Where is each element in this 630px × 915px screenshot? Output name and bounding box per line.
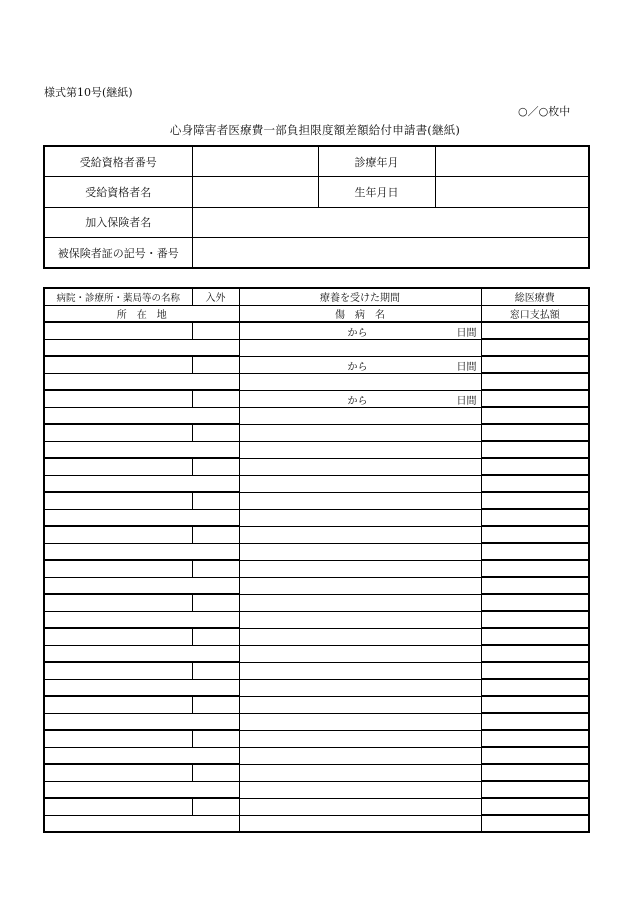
record-row-bottom (44, 373, 589, 390)
inpatient-outpatient-field[interactable] (192, 492, 239, 509)
institution-name-field[interactable] (44, 526, 192, 543)
location-field[interactable] (44, 781, 239, 798)
copayment-field[interactable] (481, 611, 589, 628)
record-row-top (44, 526, 589, 543)
birth-date-field[interactable] (435, 177, 589, 208)
copayment-field[interactable] (481, 509, 589, 526)
record-row-bottom (44, 781, 589, 798)
record-row-top (44, 628, 589, 645)
location-field[interactable] (44, 441, 239, 458)
location-field[interactable] (44, 475, 239, 492)
copayment-field[interactable] (481, 645, 589, 662)
recipient-name-label: 受給資格者名 (44, 177, 192, 208)
copayment-field[interactable] (481, 475, 589, 492)
insurance-card-field[interactable] (192, 238, 589, 269)
treatment-month-field[interactable] (435, 146, 589, 177)
insurer-label: 加入保険者名 (44, 207, 192, 238)
institution-name-field[interactable] (44, 594, 192, 611)
total-medical-cost-field[interactable] (481, 594, 589, 611)
period-from-text: から (347, 395, 368, 407)
recipient-name-field[interactable] (192, 177, 318, 208)
total-medical-cost-field[interactable] (481, 764, 589, 781)
treatment-period-field[interactable] (239, 764, 481, 781)
treatment-period-field[interactable] (239, 730, 481, 747)
record-row-top (44, 322, 589, 339)
disease-name-field[interactable] (239, 543, 481, 560)
institution-name-field[interactable] (44, 560, 192, 577)
insurer-field[interactable] (192, 207, 589, 238)
inpatient-outpatient-field[interactable] (192, 696, 239, 713)
inpatient-outpatient-field[interactable] (192, 628, 239, 645)
copayment-field[interactable] (481, 441, 589, 458)
disease-name-field[interactable] (239, 747, 481, 764)
record-row-bottom (44, 407, 589, 424)
institution-name-field[interactable] (44, 628, 192, 645)
inpatient-outpatient-field[interactable] (192, 390, 239, 407)
record-row-top (44, 424, 589, 441)
total-medical-cost-field[interactable] (481, 662, 589, 679)
total-medical-cost-field[interactable] (481, 390, 589, 407)
institution-name-field[interactable] (44, 424, 192, 441)
location-field[interactable] (44, 679, 239, 696)
disease-name-field[interactable] (239, 441, 481, 458)
disease-name-field[interactable] (239, 713, 481, 730)
treatment-period-field[interactable] (239, 492, 481, 509)
treatment-period-field[interactable] (239, 526, 481, 543)
location-field[interactable] (44, 509, 239, 526)
disease-name-field[interactable] (239, 679, 481, 696)
record-row-bottom (44, 679, 589, 696)
location-field[interactable] (44, 747, 239, 764)
record-row-bottom (44, 543, 589, 560)
location-field[interactable] (44, 543, 239, 560)
page-count: ○／○枚中 (518, 105, 571, 118)
total-medical-cost-field[interactable] (481, 696, 589, 713)
record-row-top (44, 560, 589, 577)
disease-name-field[interactable] (239, 815, 481, 832)
location-field[interactable] (44, 339, 239, 356)
institution-name-field[interactable] (44, 322, 192, 339)
form-number: 様式第10号(継紙) (44, 86, 133, 99)
record-row-top (44, 594, 589, 611)
treatment-period-header: 療養を受けた期間 (239, 288, 481, 305)
disease-name-field[interactable] (239, 407, 481, 424)
disease-name-field[interactable] (239, 611, 481, 628)
location-header: 所 在 地 (44, 305, 239, 322)
total-medical-cost-field[interactable] (481, 492, 589, 509)
treatment-month-label: 診療年月 (318, 146, 435, 177)
total-medical-cost-field[interactable] (481, 356, 589, 373)
total-medical-cost-header: 総医療費 (481, 288, 589, 305)
copayment-field[interactable] (481, 577, 589, 594)
institution-name-field[interactable] (44, 492, 192, 509)
record-row-top (44, 458, 589, 475)
record-row-bottom (44, 611, 589, 628)
disease-name-field[interactable] (239, 577, 481, 594)
institution-name-field[interactable] (44, 390, 192, 407)
location-field[interactable] (44, 611, 239, 628)
record-row-bottom (44, 577, 589, 594)
disease-name-field[interactable] (239, 509, 481, 526)
total-medical-cost-field[interactable] (481, 730, 589, 747)
treatment-period-field[interactable] (239, 560, 481, 577)
treatment-period-field[interactable] (239, 628, 481, 645)
total-medical-cost-field[interactable] (481, 424, 589, 441)
institution-name-field[interactable] (44, 696, 192, 713)
record-row-bottom (44, 713, 589, 730)
recipient-number-field[interactable] (192, 146, 318, 177)
recipient-number-label: 受給資格者番号 (44, 146, 192, 177)
record-row-bottom (44, 645, 589, 662)
period-from-text: から (347, 328, 368, 339)
total-medical-cost-field[interactable] (481, 458, 589, 475)
total-medical-cost-field[interactable] (481, 628, 589, 645)
record-row-bottom (44, 509, 589, 526)
document-title: 心身障害者医療費一部負担限度額差額給付申請書(継紙) (169, 123, 461, 137)
period-days-text: 日間 (456, 395, 477, 407)
record-row-top (44, 696, 589, 713)
institution-name-field[interactable] (44, 764, 192, 781)
total-medical-cost-field[interactable] (481, 322, 589, 339)
disease-name-field[interactable] (239, 373, 481, 390)
period-days-text: 日間 (456, 361, 477, 373)
inpatient-outpatient-field[interactable] (192, 526, 239, 543)
record-row-top (44, 764, 589, 781)
total-medical-cost-field[interactable] (481, 526, 589, 543)
institution-name-field[interactable] (44, 458, 192, 475)
period-days-text: 日間 (456, 328, 477, 339)
record-row-top (44, 798, 589, 815)
inpatient-outpatient-field[interactable] (192, 356, 239, 373)
copayment-field[interactable] (481, 679, 589, 696)
inpatient-outpatient-field[interactable] (192, 730, 239, 747)
copayment-header: 窓口支払額 (481, 305, 589, 322)
treatment-period-field[interactable] (239, 696, 481, 713)
record-row-top (44, 390, 589, 407)
treatment-period-field[interactable] (239, 458, 481, 475)
location-field[interactable] (44, 577, 239, 594)
treatment-period-field[interactable] (239, 390, 481, 407)
inpatient-outpatient-field[interactable] (192, 458, 239, 475)
institution-name-field[interactable] (44, 356, 192, 373)
inpatient-outpatient-field[interactable] (192, 798, 239, 815)
copayment-field[interactable] (481, 781, 589, 798)
disease-name-field[interactable] (239, 339, 481, 356)
inpatient-outpatient-field[interactable] (192, 322, 239, 339)
disease-name-field[interactable] (239, 645, 481, 662)
copayment-field[interactable] (481, 713, 589, 730)
disease-name-header: 傷 病 名 (239, 305, 481, 322)
record-row-bottom (44, 441, 589, 458)
treatment-period-field[interactable] (239, 798, 481, 815)
record-row-top (44, 662, 589, 679)
copayment-field[interactable] (481, 339, 589, 356)
treatment-records-table (43, 287, 590, 833)
total-medical-cost-field[interactable] (481, 560, 589, 577)
applicant-info-table (43, 145, 590, 269)
location-field[interactable] (44, 713, 239, 730)
location-field[interactable] (44, 407, 239, 424)
institution-name-field[interactable] (44, 798, 192, 815)
inpatient-outpatient-field[interactable] (192, 594, 239, 611)
institution-name-field[interactable] (44, 730, 192, 747)
record-row-top (44, 356, 589, 373)
record-row-top (44, 492, 589, 509)
inpatient-outpatient-field[interactable] (192, 662, 239, 679)
disease-name-field[interactable] (239, 475, 481, 492)
disease-name-field[interactable] (239, 781, 481, 798)
record-row-bottom (44, 815, 589, 832)
location-field[interactable] (44, 815, 239, 832)
copayment-field[interactable] (481, 407, 589, 424)
period-from-text: から (347, 361, 368, 373)
inpatient-outpatient-field[interactable] (192, 764, 239, 781)
treatment-period-field[interactable] (239, 662, 481, 679)
total-medical-cost-field[interactable] (481, 798, 589, 815)
birth-date-label: 生年月日 (318, 177, 435, 208)
copayment-field[interactable] (481, 815, 589, 832)
record-row-bottom (44, 339, 589, 356)
location-field[interactable] (44, 645, 239, 662)
institution-name-field[interactable] (44, 662, 192, 679)
copayment-field[interactable] (481, 747, 589, 764)
copayment-field[interactable] (481, 543, 589, 560)
inpatient-outpatient-header: 入外 (192, 288, 239, 305)
treatment-period-field[interactable] (239, 424, 481, 441)
record-row-top (44, 730, 589, 747)
copayment-field[interactable] (481, 373, 589, 390)
institution-header: 病院・診療所・薬局等の名称 (44, 288, 192, 305)
location-field[interactable] (44, 373, 239, 390)
treatment-period-field[interactable] (239, 322, 481, 339)
inpatient-outpatient-field[interactable] (192, 424, 239, 441)
record-row-bottom (44, 475, 589, 492)
treatment-period-field[interactable] (239, 594, 481, 611)
inpatient-outpatient-field[interactable] (192, 560, 239, 577)
insurance-card-label: 被保険者証の記号・番号 (44, 238, 192, 269)
record-row-bottom (44, 747, 589, 764)
treatment-period-field[interactable] (239, 356, 481, 373)
